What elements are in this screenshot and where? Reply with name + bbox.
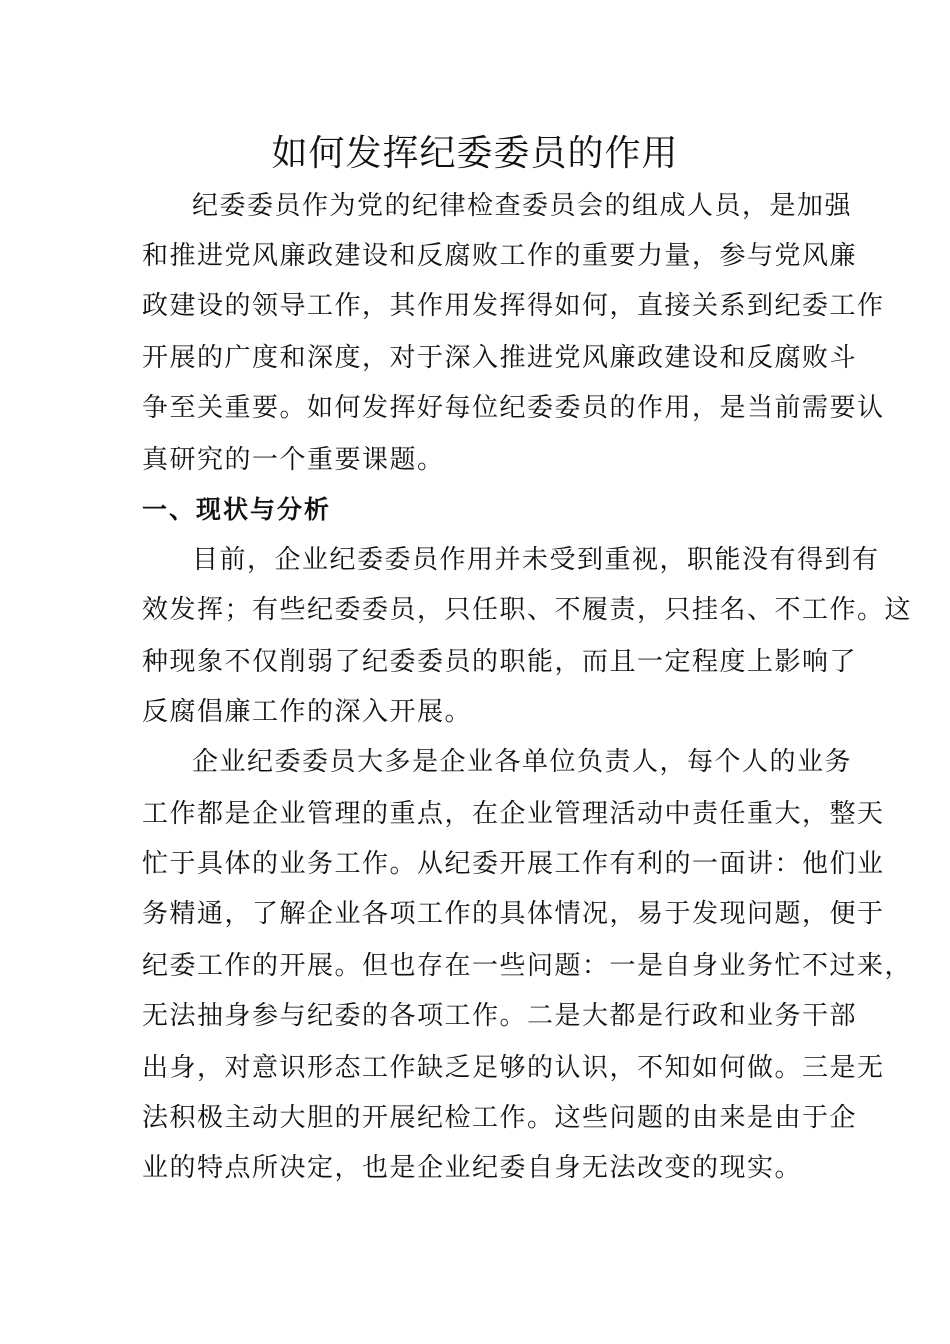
paragraph-3-line: 法积极主动大胆的开展纪检工作。这些问题的由来是由于企 [142,1103,858,1133]
section-heading: 一、现状与分析 [142,495,332,524]
paragraph-1-line: 纪委委员作为党的纪律检查委员会的组成人员，是加强 [192,191,853,221]
paragraph-3-line: 出身，对意识形态工作缺乏足够的认识，不知如何做。三是无 [142,1053,885,1083]
paragraph-1-line: 争至关重要。如何发挥好每位纪委委员的作用，是当前需要认 [142,393,885,423]
paragraph-3-line: 无法抽身参与纪委的各项工作。二是大都是行政和业务干部 [142,1001,858,1031]
paragraph-1-line: 和推进党风廉政建设和反腐败工作的重要力量，参与党风廉 [142,241,858,271]
paragraph-3-line: 忙于具体的业务工作。从纪委开展工作有利的一面讲：他们业 [142,849,885,879]
paragraph-3-line: 企业纪委委员大多是企业各单位负责人，每个人的业务 [192,747,853,777]
paragraph-2-line: 目前，企业纪委委员作用并未受到重视，职能没有得到有 [192,545,880,575]
paragraph-2-line: 效发挥；有些纪委委员，只任职、不履责，只挂名、不工作。这 [142,595,913,625]
paragraph-3-line: 工作都是企业管理的重点，在企业管理活动中责任重大，整天 [142,799,885,829]
paragraph-2-line: 种现象不仅削弱了纪委委员的职能，而且一定程度上影响了 [142,647,858,677]
paragraph-1-line: 开展的广度和深度，对于深入推进党风廉政建设和反腐败斗 [142,343,858,373]
paragraph-3-line: 务精通，了解企业各项工作的具体情况，易于发现问题，便于 [142,899,885,929]
document-title: 如何发挥纪委委员的作用 [271,133,679,174]
paragraph-1-line: 真研究的一个重要课题。 [142,445,445,475]
paragraph-3-line: 业的特点所决定，也是企业纪委自身无法改变的现实。 [142,1153,803,1183]
paragraph-3-line: 纪委工作的开展。但也存在一些问题：一是自身业务忙不过来， [142,951,913,981]
paragraph-2-line: 反腐倡廉工作的深入开展。 [142,697,473,727]
paragraph-1-line: 政建设的领导工作，其作用发挥得如何，直接关系到纪委工作 [142,291,885,321]
